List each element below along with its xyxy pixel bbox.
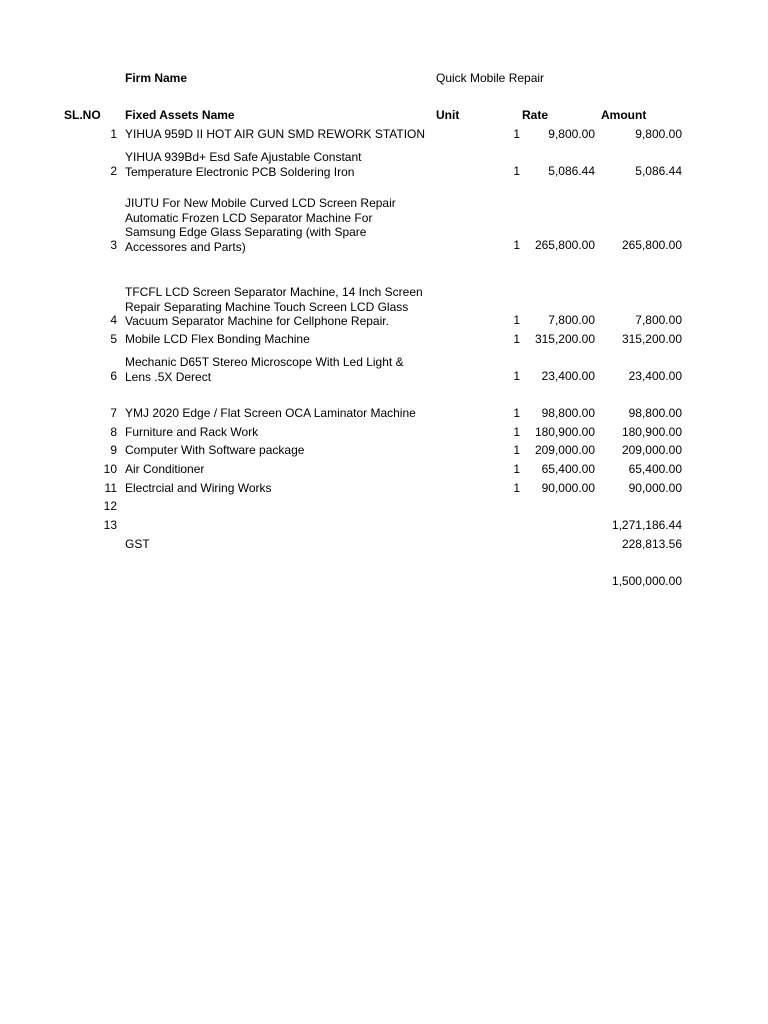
row-asset-name-line: YMJ 2020 Edge / Flat Screen OCA Laminator Machine	[125, 406, 416, 420]
gst-amount: 228,813.56	[621, 537, 682, 551]
row-rate: 5,086.44	[548, 164, 595, 178]
row-sl-no: 5	[110, 332, 117, 346]
row-asset-name	[125, 127, 425, 142]
row-sl-no: 10	[103, 462, 117, 476]
column-header-sl-no: SL.NO	[64, 108, 101, 122]
row-unit: 1	[513, 425, 520, 439]
row-asset-name	[125, 462, 204, 477]
row-asset-name	[125, 425, 258, 440]
row-asset-name-line: Automatic Frozen LCD Separator Machine For	[125, 210, 373, 225]
row-asset-name	[125, 285, 423, 329]
row-sl-no: 3	[110, 238, 117, 252]
row-sl-no: 13	[103, 518, 117, 532]
firm-name-value: Quick Mobile Repair	[436, 71, 545, 85]
row-asset-name	[125, 196, 396, 254]
row-asset-name-line: Vacuum Separator Machine for Cellphone Repair.	[125, 314, 389, 328]
row-rate: 265,800.00	[534, 238, 595, 252]
row-sl-no: 2	[110, 164, 117, 178]
row-asset-name	[125, 355, 404, 384]
row-amount: 7,800.00	[635, 313, 682, 327]
row-asset-name-line: Lens .5X Derect	[125, 369, 212, 384]
row-asset-name-line: Accessores and Parts)	[125, 239, 246, 254]
row-asset-name-line: YIHUA 939Bd+ Esd Safe Ajustable Constant	[125, 150, 362, 164]
row-unit: 1	[513, 313, 520, 327]
row-sl-no: 9	[110, 443, 117, 457]
row-asset-name-line: Mechanic D65T Stereo Microscope With Led Light &	[125, 355, 404, 369]
row-sl-no: 11	[104, 481, 117, 495]
row-unit: 1	[513, 481, 520, 495]
row-asset-name-line: Electrcial and Wiring Works	[125, 481, 272, 495]
row-amount: 9,800.00	[635, 127, 682, 141]
column-header-unit: Unit	[436, 108, 460, 122]
row-amount: 180,900.00	[621, 425, 682, 439]
gst-label: GST	[125, 537, 150, 551]
row-amount: 315,200.00	[621, 332, 682, 346]
row-amount: 23,400.00	[628, 369, 682, 383]
row-amount: 265,800.00	[621, 238, 682, 252]
row-sl-no: 1	[110, 127, 117, 141]
row-sl-no: 8	[110, 425, 117, 439]
row-rate: 90,000.00	[541, 481, 595, 495]
row-unit: 1	[513, 443, 520, 457]
row-rate: 7,800.00	[548, 313, 595, 327]
row-asset-name-line: Mobile LCD Flex Bonding Machine	[125, 332, 310, 346]
row-rate: 98,800.00	[541, 406, 595, 420]
row-asset-name-line: Samsung Edge Glass Separating (with Spare	[125, 225, 367, 239]
row-asset-name-line: Temperature Electronic PCB Soldering Iron	[125, 164, 355, 179]
row-asset-name-line: YIHUA 959D II HOT AIR GUN SMD REWORK STATION	[125, 127, 426, 141]
row-rate: 209,000.00	[534, 443, 595, 457]
row-unit: 1	[513, 406, 520, 420]
grand-total-amount: 1,500,000.00	[611, 574, 682, 588]
row-asset-name-line: JIUTU For New Mobile Curved LCD Screen Repair	[125, 196, 396, 210]
row-asset-name	[125, 406, 416, 421]
row-unit: 1	[513, 462, 520, 476]
column-header-rate: Rate	[522, 108, 549, 122]
row-rate: 23,400.00	[541, 369, 595, 383]
row-asset-name	[125, 481, 271, 496]
row-unit: 1	[513, 127, 520, 141]
row-amount: 5,086.44	[635, 164, 682, 178]
row-amount: 209,000.00	[621, 443, 682, 457]
row-unit: 1	[513, 369, 520, 383]
row-unit: 1	[513, 238, 520, 252]
row-rate: 65,400.00	[541, 462, 595, 476]
row-rate: 180,900.00	[534, 425, 595, 439]
column-header-name: Fixed Assets Name	[125, 108, 235, 122]
firm-name-label: Firm Name	[125, 71, 188, 85]
column-header-amount: Amount	[601, 108, 647, 122]
row-sl-no: 7	[110, 406, 117, 420]
row-asset-name-line: Furniture and Rack Work	[125, 425, 259, 439]
row-amount: 90,000.00	[628, 481, 682, 495]
row-rate: 315,200.00	[534, 332, 595, 346]
row-asset-name-line: Repair Separating Machine Touch Screen LCD Glass	[125, 299, 409, 314]
row-amount: 98,800.00	[628, 406, 682, 420]
row-asset-name-line: TFCFL LCD Screen Separator Machine, 14 Inch Screen	[125, 285, 423, 299]
row-rate: 9,800.00	[548, 127, 595, 141]
row-sl-no: 6	[110, 369, 117, 383]
row-asset-name	[125, 443, 304, 458]
subtotal-amount: 1,271,186.44	[611, 518, 682, 532]
row-unit: 1	[513, 332, 520, 346]
row-asset-name-line: Air Conditioner	[125, 462, 205, 476]
row-sl-no: 12	[103, 499, 117, 513]
row-asset-name-line: Computer With Software package	[125, 443, 305, 457]
row-asset-name	[125, 150, 361, 179]
row-unit: 1	[513, 164, 520, 178]
row-amount: 65,400.00	[628, 462, 682, 476]
row-sl-no: 4	[110, 313, 117, 327]
row-asset-name	[125, 332, 310, 347]
